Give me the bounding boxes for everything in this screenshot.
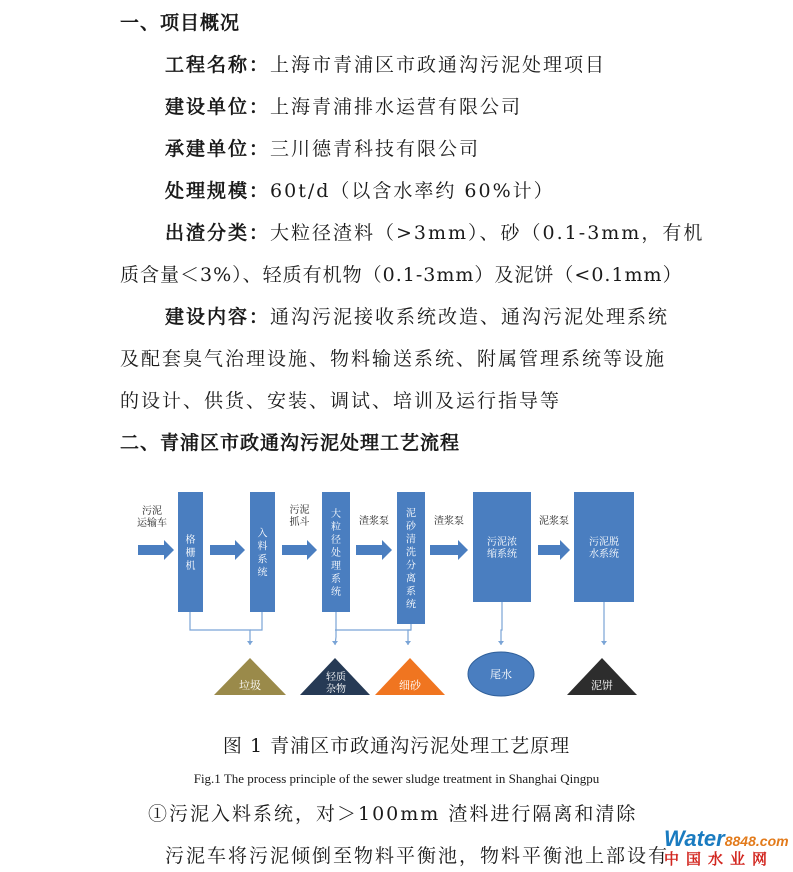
process-box-6-text-2: 水系统: [589, 549, 619, 560]
process-box-1-text-1: 格: [185, 535, 196, 546]
connector-line-1: [190, 612, 250, 645]
figure-caption-en: Fig.1 The process principle of the sewer sludge treatment in Shanghai Qingpu: [193, 771, 600, 786]
flow-arrow-2: [210, 540, 245, 560]
slag-line1: 大粒径渣料（>3mm）、砂（0.1-3mm，有机: [270, 222, 705, 244]
process-box-2-text-2: 料: [257, 541, 268, 553]
slag-line2: 质含量＜3%）、轻质有机物（0.1-3mm）及泥饼（<0.1mm）: [120, 264, 683, 286]
logo-brand: Water: [664, 826, 725, 851]
project-name-row: [165, 50, 606, 77]
process-box-4-text-5: 分: [406, 560, 416, 572]
connector-line-6: [501, 602, 502, 645]
owner-row: [165, 92, 522, 119]
owner-label: 建设单位：: [165, 96, 271, 118]
process-box-4-text-7: 系: [406, 586, 416, 598]
owner-value: 上海青浦排水运营有限公司: [270, 96, 523, 118]
process-box-4-text-2: 砂: [406, 521, 416, 533]
flow-arrow-3: [282, 540, 317, 560]
para-feed-desc: 污泥车将污泥倾倒至物料平衡池，物料平衡池上部设有: [165, 845, 670, 867]
flow-arrow-4: [356, 540, 392, 560]
content-line3: 的设计、供货、安装、调试、培训及运行指导等: [120, 390, 562, 412]
process-box-4-text-6: 离: [406, 573, 416, 585]
flow-arrow-1: [138, 540, 174, 560]
process-box-3-text-4: 处: [331, 548, 341, 559]
capacity-row: [165, 176, 555, 203]
capacity-label: 处理规模：: [165, 180, 271, 202]
connector-arrowhead-5: [601, 641, 607, 645]
process-box-5-text-2: 缩系统: [487, 549, 517, 560]
process-box-1-text-3: 机: [185, 561, 196, 572]
content-line2: 及配套臭气治理设施、物料输送系统、附属管理系统等设施: [120, 348, 667, 370]
connector-line-3: [335, 612, 336, 645]
connector-arrowhead-3: [405, 641, 411, 645]
process-box-3-text-6: 系: [331, 574, 341, 585]
logo-number: 8848: [724, 833, 756, 849]
arrow-label-6-1: 泥浆泵: [539, 516, 569, 527]
capacity-value: 60t/d（以含水率约 60%计）: [270, 180, 555, 202]
content-label: 建设内容：: [165, 306, 271, 328]
arrow-label-3-2: 抓斗: [289, 517, 310, 528]
process-box-2-text-3: 系: [257, 554, 268, 566]
content-line1: 通沟污泥接收系统改造、通沟污泥处理系统: [270, 306, 670, 328]
connector-arrowhead-1: [247, 641, 253, 645]
output-light-debris-label-1: 轻质: [326, 672, 346, 683]
process-flow-diagram: [130, 480, 660, 700]
process-box-4-text-1: 泥: [406, 508, 416, 520]
arrow-label-4-1: 渣浆泵: [359, 516, 389, 527]
process-box-2-text-1: 入: [257, 528, 268, 540]
logo-suffix: .com: [755, 833, 789, 849]
process-box-4-text-8: 统: [406, 599, 416, 611]
process-box-5-text-1: 污泥浓: [487, 537, 517, 548]
connector-arrowhead-2: [332, 641, 338, 645]
section2-heading: 二、青浦区市政通沟污泥处理工艺流程: [120, 432, 461, 454]
project-name-value: 上海市青浦区市政通沟污泥处理项目: [270, 54, 607, 76]
output-sand-label: 细砂: [399, 679, 421, 692]
output-cake-label: 泥饼: [591, 679, 613, 692]
process-box-1-text-2: 栅: [185, 548, 196, 559]
input-label-2: 运输车: [137, 518, 167, 529]
output-light-debris-label-2: 杂物: [326, 684, 346, 695]
process-box-3-text-5: 理: [331, 561, 341, 572]
flow-arrow-6: [538, 540, 570, 560]
process-box-3-text-2: 粒: [331, 522, 341, 533]
figure-caption-cn: 图 1 青浦区市政通沟污泥处理工艺原理: [222, 735, 571, 757]
logo-cn: 中国水业网: [664, 850, 775, 868]
section1-heading: 一、项目概况: [120, 12, 241, 34]
slag-label: 出渣分类：: [165, 222, 271, 244]
process-box-3-text-1: 大: [331, 509, 341, 520]
process-box-3-text-7: 统: [331, 587, 341, 598]
connector-arrowhead-4: [498, 641, 504, 645]
water8848-logo: [664, 826, 789, 870]
project-name-label: 工程名称：: [165, 54, 271, 76]
arrow-label-3-1: 污泥: [289, 505, 310, 516]
arrow-label-5-1: 渣浆泵: [434, 516, 464, 527]
contractor-row: [165, 134, 480, 161]
contractor-label: 承建单位：: [165, 138, 271, 160]
slag-row: [165, 218, 704, 245]
process-box-2-text-4: 统: [257, 567, 268, 579]
contractor-value: 三川德青科技有限公司: [270, 138, 481, 160]
process-box-3-text-3: 径: [331, 535, 341, 546]
output-tail-water-label: 尾水: [490, 668, 512, 681]
process-box-4-text-4: 洗: [406, 547, 416, 559]
para-feed-system: ①污泥入料系统，对＞100mm 渣料进行隔离和清除: [148, 803, 638, 825]
process-box-6-text-1: 污泥脱: [589, 537, 619, 548]
process-box-4-text-3: 清: [406, 534, 416, 546]
output-trash-label: 垃圾: [239, 679, 261, 692]
flow-arrow-5: [430, 540, 468, 560]
input-label-1: 污泥: [142, 506, 162, 517]
content-row: [165, 302, 669, 329]
connector-line-2: [250, 612, 262, 630]
